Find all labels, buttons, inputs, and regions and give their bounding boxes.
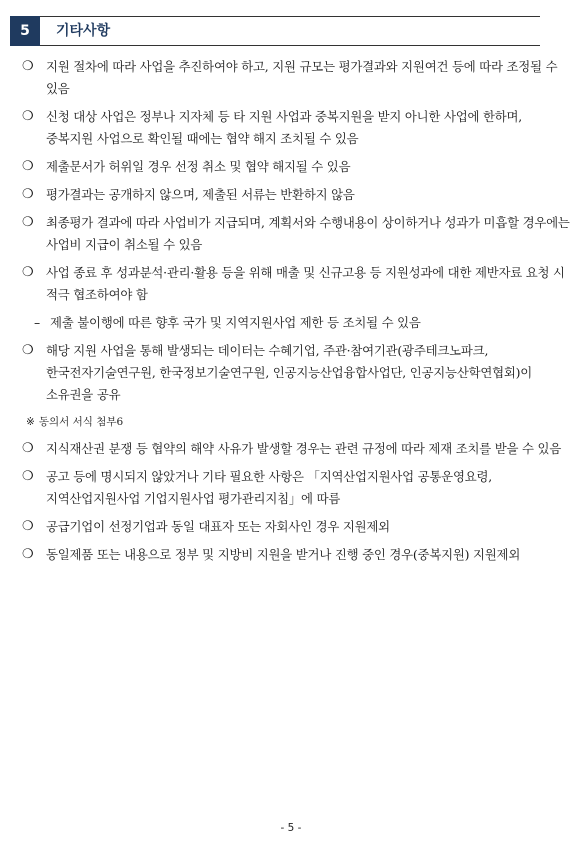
list-item	[22, 156, 570, 178]
circle-bullet-icon: ❍	[22, 441, 34, 456]
list-item-text: 평가결과는 공개하지 않으며, 제출된 서류는 반환하지 않음	[46, 187, 355, 202]
list-item	[22, 438, 570, 460]
circle-bullet-icon: ❍	[22, 547, 34, 562]
header-rule-bottom	[40, 45, 540, 46]
circle-bullet-icon: ❍	[22, 59, 34, 74]
sub-list-item-text: 제출 불이행에 따른 향후 국가 및 지역지원사업 제한 등 조치될 수 있음	[50, 315, 421, 330]
section-content	[22, 56, 570, 572]
note-item	[22, 412, 570, 432]
circle-bullet-icon: ❍	[22, 519, 34, 534]
list-item-text: 최종평가 결과에 따라 사업비가 지급되며, 계획서와 수행내용이 상이하거나 성과가 미흡할 경우에는 사업비 지급이 취소될 수 있음	[46, 215, 570, 252]
sub-list-item	[22, 312, 570, 334]
list-item-text: 사업 종료 후 성과분석·관리·활용 등을 위해 매출 및 신규고용 등 지원성과에 대한 제반자료 요청 시 적극 협조하여야 함	[46, 265, 565, 302]
dash-bullet-icon: –	[34, 315, 40, 330]
note-text: 동의서 서식 첨부6	[38, 416, 124, 428]
list-item-text: 공급기업이 선정기업과 동일 대표자 또는 자회사인 경우 지원제외	[46, 519, 390, 534]
list-item	[22, 184, 570, 206]
header-rule-top	[40, 16, 540, 17]
list-item-text: 신청 대상 사업은 정부나 지자체 등 타 지원 사업과 중복지원을 받지 아니한 사업에 한하며, 중복지원 사업으로 확인될 때에는 협약 해지 조치될 수 있음	[46, 109, 523, 146]
list-item	[22, 516, 570, 538]
list-item-text: 동일제품 또는 내용으로 정부 및 지방비 지원을 받거나 진행 중인 경우(중복지원) 지원제외	[46, 547, 521, 562]
list-item-text: 해당 지원 사업을 통해 발생되는 데이터는 수혜기업, 주관·참여기관(광주테크노파크, 한국전자기술연구원, 한국정보기술연구원, 인공지능산업융합사업단, 인공지능산학연협회)이 소유권을 공유	[46, 343, 533, 402]
reference-mark-icon: ※	[26, 416, 35, 428]
circle-bullet-icon: ❍	[22, 343, 34, 358]
circle-bullet-icon: ❍	[22, 109, 34, 124]
section-header	[10, 16, 540, 46]
list-item	[22, 340, 570, 406]
page-number: - 5 -	[280, 822, 302, 834]
list-item-text: 지원 절차에 따라 사업을 추진하여야 하고, 지원 규모는 평가결과와 지원여건 등에 따라 조정될 수 있음	[46, 59, 558, 96]
list-item	[22, 262, 570, 306]
list-item	[22, 544, 570, 566]
list-item-text: 공고 등에 명시되지 않았거나 기타 필요한 사항은 「지역산업지원사업 공통운영요령, 지역산업지원사업 기업지원사업 평가관리지침」에 따름	[46, 469, 492, 506]
section-title: 기타사항	[56, 23, 111, 39]
circle-bullet-icon: ❍	[22, 215, 34, 230]
list-item	[22, 466, 570, 510]
circle-bullet-icon: ❍	[22, 265, 34, 280]
circle-bullet-icon: ❍	[22, 159, 34, 174]
circle-bullet-icon: ❍	[22, 469, 34, 484]
list-item-text: 지식재산권 분쟁 등 협약의 해약 사유가 발생할 경우는 관련 규정에 따라 제재 조치를 받을 수 있음	[46, 441, 562, 456]
list-item	[22, 212, 570, 256]
list-item-text: 제출문서가 허위일 경우 선정 취소 및 협약 해지될 수 있음	[46, 159, 351, 174]
section-number: 5	[10, 16, 40, 46]
list-item	[22, 106, 570, 150]
list-item	[22, 56, 570, 100]
circle-bullet-icon: ❍	[22, 187, 34, 202]
